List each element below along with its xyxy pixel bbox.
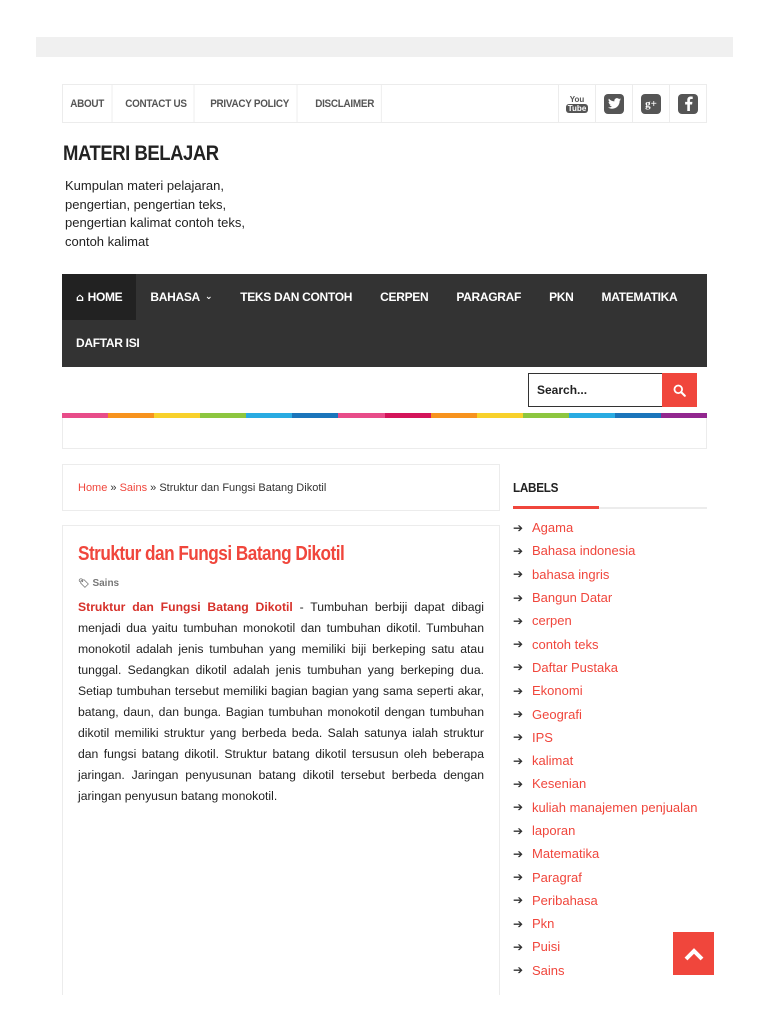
label-item-text: Agama	[532, 520, 574, 536]
site-description: Kumpulan materi pelajaran, pengertian, pengertian teks, pengertian kalimat contoh teks, contoh kalimat	[65, 178, 245, 249]
sidebar	[513, 480, 707, 982]
label-item[interactable]	[513, 889, 707, 912]
label-item-text: Matematika	[532, 846, 600, 862]
contact-us-link[interactable]: CONTACT US	[118, 85, 195, 122]
top-links	[63, 85, 390, 122]
arrow-right-icon: ➔	[513, 776, 524, 791]
top-bar	[62, 84, 707, 123]
breadcrumb-category[interactable]: Sains	[119, 481, 148, 494]
arrow-right-icon: ➔	[513, 567, 524, 582]
chevron-up-icon	[683, 947, 705, 961]
post	[62, 525, 500, 995]
arrow-right-icon: ➔	[513, 963, 524, 978]
arrow-right-icon: ➔	[513, 683, 524, 698]
arrow-right-icon: ➔	[513, 543, 524, 558]
label-item-text: kuliah manajemen penjualan	[532, 799, 698, 815]
back-to-top-button[interactable]	[673, 932, 714, 975]
nav-home-label: HOME	[87, 290, 123, 304]
label-item-text: cerpen	[532, 613, 572, 629]
home-icon: ⌂	[76, 290, 84, 304]
facebook-link[interactable]	[669, 85, 706, 122]
breadcrumb-current: Struktur dan Fungsi Batang Dikotil	[159, 481, 327, 494]
post-label[interactable]	[78, 578, 484, 589]
youtube-link[interactable]	[558, 85, 595, 122]
breadcrumb-home[interactable]: Home	[78, 481, 108, 494]
nav-cerpen[interactable]: CERPEN	[380, 290, 429, 304]
chevron-down-icon: ⌄	[204, 292, 213, 302]
nav-bahasa[interactable]	[136, 274, 226, 320]
label-item-text: Pkn	[532, 916, 555, 932]
arrow-right-icon: ➔	[513, 660, 524, 675]
label-item-text: Kesenian	[532, 776, 587, 792]
label-item-text: Bangun Datar	[532, 590, 613, 606]
arrow-right-icon: ➔	[513, 893, 524, 908]
post-label-text: Sains	[92, 578, 120, 589]
label-item-text: contoh teks	[532, 636, 599, 652]
arrow-right-icon: ➔	[513, 590, 524, 605]
disclaimer-link[interactable]: DISCLAIMER	[308, 85, 382, 122]
nav-pkn[interactable]: PKN	[549, 290, 574, 304]
youtube-icon-tube: Tube	[567, 103, 587, 113]
twitter-link[interactable]	[595, 85, 632, 122]
search-icon	[673, 384, 686, 397]
label-item-text: IPS	[532, 729, 553, 745]
nav-home[interactable]	[62, 274, 136, 320]
facebook-icon	[678, 94, 698, 114]
label-item[interactable]	[513, 749, 707, 772]
googleplus-icon: g+	[641, 94, 661, 114]
post-body-text: - Tumbuhan berbiji dapat dibagi menjadi dua yaitu tumbuhan monokotil dan tumbuhan dikotil. Tumbuhan monokotil adalah jenis tumbuhan yang memiliki biji berkeping satu atau tunggal. Sedangkan dikotil adalah jenis tumbuhan yang berkeping dua. Setiap tumbuhan tersebut memiliki bagian bagian yang sama seperti akar, batang, daun, dan bunga. Bagian tumbuhan monokotil dengan tumbuhan dikotil memiliki struktur yang berbeda beda. Salah satunya ialah struktur dan fungsi batang dikotil. Struktur batang dikotil tersusun oleh beberapa jaringan. Jaringan penyusunan batang dikotil tersebut berbeda dengan jaringan penyusun batang monokotil.	[78, 600, 484, 803]
search-button[interactable]	[662, 373, 697, 407]
search-input[interactable]: Search...	[528, 373, 664, 407]
label-item[interactable]	[513, 726, 707, 749]
label-item[interactable]	[513, 679, 707, 702]
arrow-right-icon: ➔	[513, 823, 524, 838]
labels-heading: LABELS	[513, 480, 559, 495]
nav-matematika[interactable]: MATEMATIKA	[601, 290, 678, 304]
arrow-right-icon: ➔	[513, 939, 524, 954]
youtube-icon-you: You	[569, 94, 585, 104]
arrow-right-icon: ➔	[513, 613, 524, 628]
breadcrumb-separator: »	[147, 481, 160, 494]
label-item[interactable]	[513, 865, 707, 888]
ticker-bar	[62, 418, 707, 449]
privacy-policy-link[interactable]: PRIVACY POLICY	[203, 85, 297, 122]
label-item[interactable]	[513, 656, 707, 679]
label-item[interactable]	[513, 819, 707, 842]
label-item[interactable]	[513, 632, 707, 655]
nav-bahasa-label: BAHASA	[150, 290, 200, 304]
arrow-right-icon: ➔	[513, 870, 524, 885]
label-item-text: Paragraf	[532, 869, 582, 885]
about-link[interactable]: ABOUT	[63, 85, 112, 122]
heading-underline	[513, 507, 707, 509]
main-nav	[62, 274, 707, 367]
twitter-icon	[604, 94, 624, 114]
arrow-right-icon: ➔	[513, 637, 524, 652]
label-item[interactable]	[513, 516, 707, 539]
label-item-text: Sains	[532, 962, 565, 978]
arrow-right-icon: ➔	[513, 846, 524, 861]
label-item[interactable]	[513, 586, 707, 609]
label-item-text: kalimat	[532, 753, 574, 769]
label-item-text: laporan	[532, 823, 576, 838]
label-item[interactable]	[513, 842, 707, 865]
post-body	[78, 597, 484, 807]
arrow-right-icon: ➔	[513, 520, 524, 535]
arrow-right-icon: ➔	[513, 753, 524, 768]
label-item-text: Daftar Pustaka	[532, 659, 618, 675]
label-item[interactable]	[513, 539, 707, 562]
label-item[interactable]	[513, 563, 707, 586]
label-item-text: Ekonomi	[532, 683, 583, 699]
search-bar	[62, 367, 707, 413]
label-item[interactable]	[513, 772, 707, 795]
post-title[interactable]: Struktur dan Fungsi Batang Dikotil	[78, 543, 345, 565]
label-item[interactable]	[513, 796, 707, 819]
arrow-right-icon: ➔	[513, 916, 524, 931]
post-keyword: Struktur dan Fungsi Batang Dikotil	[78, 600, 293, 614]
breadcrumb-separator: »	[107, 481, 120, 494]
label-item-text: Geografi	[532, 706, 582, 722]
arrow-right-icon: ➔	[513, 800, 524, 815]
nav-daftar-isi[interactable]: DAFTAR ISI	[76, 336, 140, 350]
label-item[interactable]	[513, 702, 707, 725]
social-links	[558, 85, 706, 122]
top-strip	[36, 37, 733, 57]
tag-icon: 🏷	[78, 578, 90, 589]
label-item-text: Puisi	[532, 939, 561, 955]
arrow-right-icon: ➔	[513, 707, 524, 722]
label-item[interactable]	[513, 609, 707, 632]
breadcrumb	[62, 464, 500, 511]
youtube-icon	[566, 91, 588, 117]
nav-teks-dan-contoh[interactable]: TEKS DAN CONTOH	[240, 290, 353, 304]
arrow-right-icon: ➔	[513, 730, 524, 745]
label-item-text: Peribahasa	[532, 892, 598, 908]
label-item-text: Bahasa indonesia	[532, 543, 636, 559]
labels-list	[513, 516, 707, 982]
site-title[interactable]: MATERI BELAJAR	[63, 142, 219, 165]
label-item-text: bahasa ingris	[532, 566, 610, 582]
googleplus-link[interactable]	[632, 85, 669, 122]
nav-paragraf[interactable]: PARAGRAF	[456, 290, 522, 304]
